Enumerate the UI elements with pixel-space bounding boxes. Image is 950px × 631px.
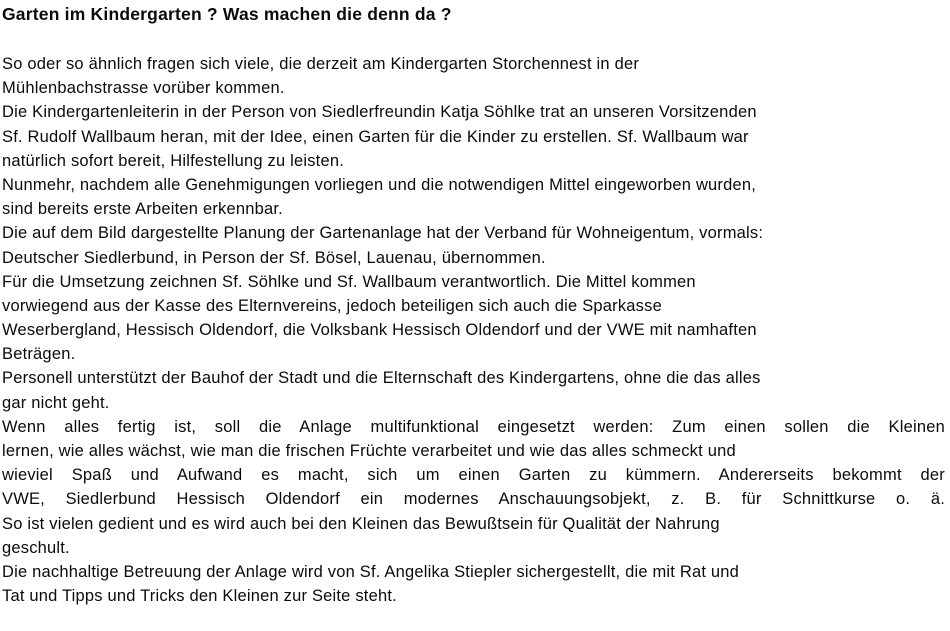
article-body [2, 52, 945, 608]
text-line: gar nicht geht. [2, 393, 110, 412]
text-line: Sf. Rudolf Wallbaum heran, mit der Idee, einen Garten für die Kinder zu erstellen. Sf. Wallbaum war [2, 127, 749, 146]
text-line: So oder so ähnlich fragen sich viele, die derzeit am Kindergarten Storchennest in der [2, 55, 640, 73]
text-line: Nunmehr, nachdem alle Genehmigungen vorliegen und die notwendigen Mittel eingeworben wurden, [2, 175, 757, 194]
text-line: natürlich sofort bereit, Hilfestellung zu leisten. [2, 151, 344, 170]
text-line: So ist vielen gedient und es wird auch bei den Kleinen das Bewußtsein für Qualität der Nahrung [2, 514, 720, 533]
text-line: geschult. [2, 538, 70, 557]
text-line: Beträgen. [2, 345, 76, 364]
text-line: Weserbergland, Hessisch Oldendorf, die Volksbank Hessisch Oldendorf und der VWE mit namhaften [2, 321, 757, 340]
text-line: lernen, wie alles wächst, wie man die frischen Früchte verarbeitet und wie das alles schmeckt und [2, 442, 736, 460]
article-heading: Garten im Kindergarten ? Was machen die denn da ? [2, 4, 452, 24]
text-line: Tat und Tipps und Tricks den Kleinen zur Seite steht. [2, 587, 397, 606]
text-line: vorwiegend aus der Kasse des Elternvereins, jedoch beteiligen sich auch die Sparkasse [2, 296, 662, 315]
text-line: Die nachhaltige Betreuung der Anlage wird von Sf. Angelika Stiepler sichergestellt, die mit Rat und [2, 562, 740, 581]
text-line: Die Kindergartenleiterin in der Person von Siedlerfreundin Katja Söhlke trat an unseren Vorsitzenden [2, 103, 757, 122]
text-line: Deutscher Siedlerbund, in Person der Sf. Bösel, Lauenau, übernommen. [2, 248, 546, 267]
text-line: Mühlenbachstrasse vorüber kommen. [2, 79, 285, 98]
text-line: wieviel Spaß und Aufwand es macht, sich um einen Garten zu kümmern. Andererseits bekommt der [2, 466, 945, 485]
text-line: Die auf dem Bild dargestellte Planung der Gartenanlage hat der Verband für Wohneigentum, vormals: [2, 224, 764, 243]
text-line: VWE, Siedlerbund Hessisch Oldendorf ein modernes Anschauungsobjekt, z. B. für Schnittkurse o. ä. [2, 490, 945, 509]
text-line: Personell unterstützt der Bauhof der Stadt und die Elternschaft des Kindergartens, ohne die das alles [2, 369, 761, 388]
text-line: Wenn alles fertig ist, soll die Anlage multifunktional eingesetzt werden: Zum einen sollen die Kleinen [2, 417, 945, 436]
text-line: sind bereits erste Arbeiten erkennbar. [2, 200, 283, 219]
text-line: Für die Umsetzung zeichnen Sf. Söhlke und Sf. Wallbaum verantwortlich. Die Mittel kommen [2, 272, 696, 291]
